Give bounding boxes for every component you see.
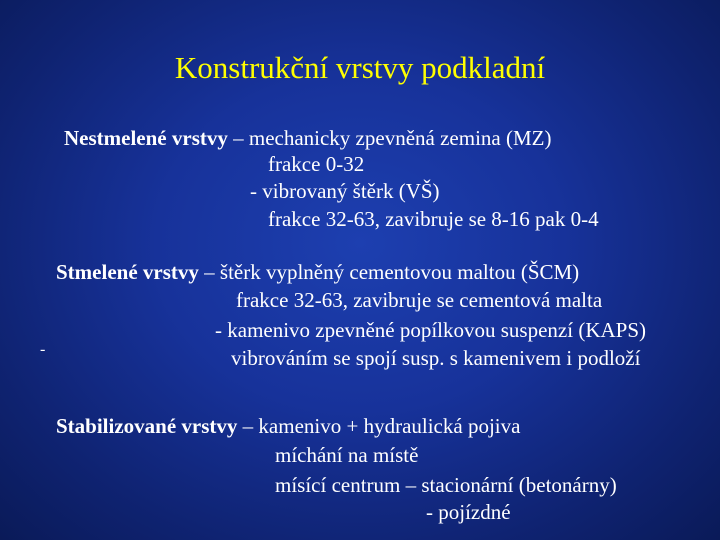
section1-line1 xyxy=(64,125,551,151)
margin-dash: - xyxy=(40,341,46,358)
section1-line1-text: – mechanicky zpevněná zemina (MZ) xyxy=(227,126,552,150)
section1-line3: - vibrovaný štěrk (VŠ) xyxy=(250,179,440,203)
section3-line4: - pojízdné xyxy=(426,500,511,524)
section1-line2: frakce 0-32 xyxy=(268,152,365,176)
section1-line4: frakce 32-63, zavibruje se 8-16 pak 0-4 xyxy=(268,207,599,231)
section1-heading: Nestmelené vrstvy xyxy=(64,126,228,150)
section2-line1-text: – štěrk vyplněný cementovou maltou (ŠCM) xyxy=(198,260,580,284)
section3-line2: míchání na místě xyxy=(275,443,419,467)
section2-line3: - kamenivo zpevněné popílkovou suspenzí (KAPS) xyxy=(215,318,647,342)
section3-line1-text: – kamenivo + hydraulická pojiva xyxy=(237,414,521,438)
section2-line4: vibrováním se spojí susp. s kamenivem i podloží xyxy=(231,346,641,370)
slide-title: Konstrukční vrstvy podkladní xyxy=(174,50,546,85)
section3-line1 xyxy=(56,413,520,439)
section2-line2: frakce 32-63, zavibruje se cementová malta xyxy=(236,288,603,312)
section2-line1 xyxy=(56,259,579,285)
section3-heading: Stabilizované vrstvy xyxy=(56,414,238,438)
section3-line3: mísící centrum – stacionární (betonárny) xyxy=(275,473,617,497)
section2-heading: Stmelené vrstvy xyxy=(56,260,199,284)
